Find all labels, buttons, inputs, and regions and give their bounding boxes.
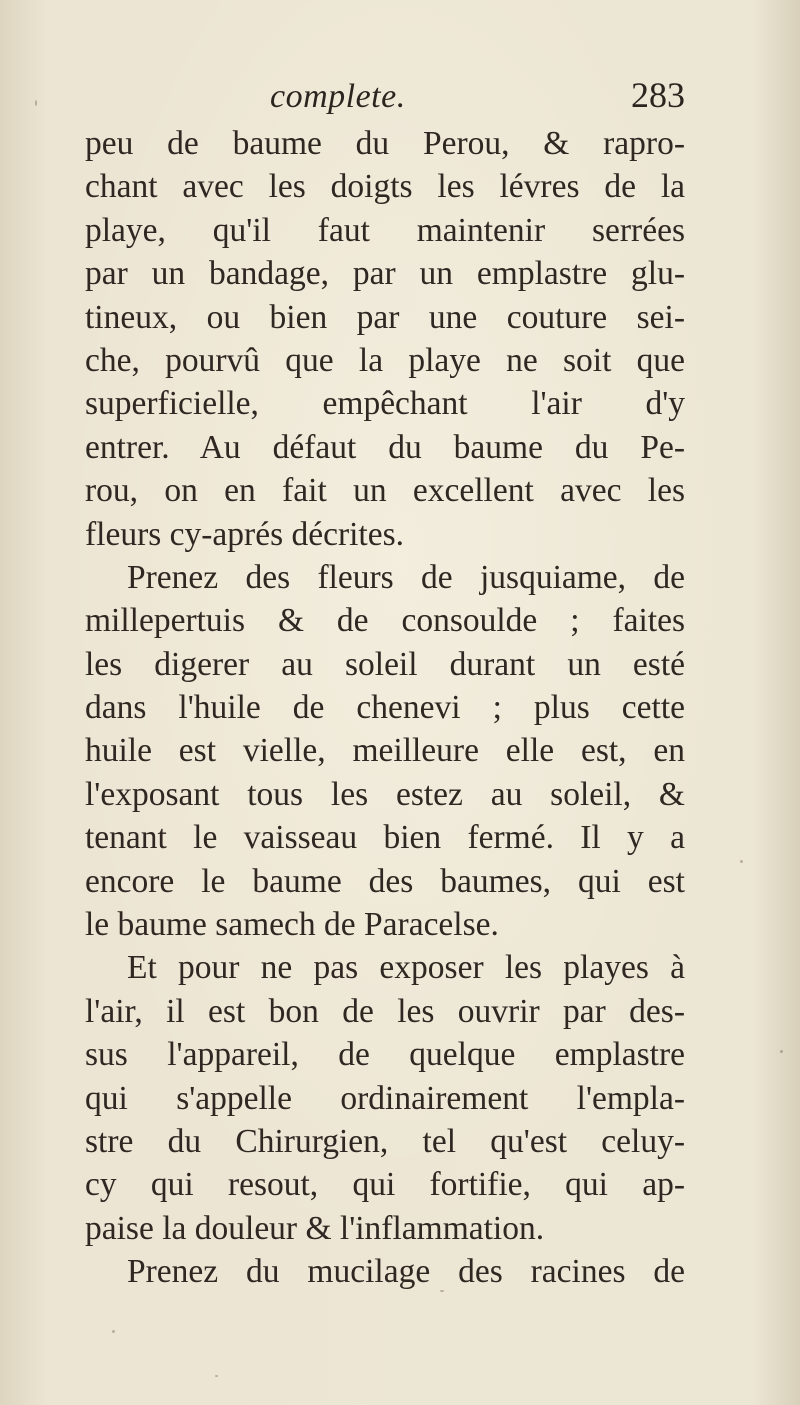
text-line: paise la douleur & l'inflammation.	[85, 1209, 545, 1247]
text-line: chant avec les doigts les lévres de la	[85, 168, 685, 206]
text-line: par un bandage, par un emplastre glu-	[85, 255, 685, 293]
paper-speck	[215, 1375, 218, 1377]
paper-speck	[740, 860, 743, 863]
text-line: peu de baume du Perou, & rapro-	[85, 125, 685, 162]
paper-speck	[35, 100, 37, 106]
text-line: Prenez des fleurs de jusquiame, de	[127, 558, 685, 596]
text-line: playe, qu'il faut maintenir serrées	[85, 211, 685, 249]
text-line: tenant le vaisseau bien fermé. Il y a	[85, 819, 685, 857]
text-line: rou, on en fait un excellent avec les	[85, 472, 685, 510]
text-line: Prenez du mucilage des racines de	[127, 1253, 685, 1291]
running-head: complete.	[270, 78, 406, 115]
text-line: l'exposant tous les estez au soleil, &	[85, 775, 685, 813]
text-line: les digerer au soleil durant un esté	[85, 645, 685, 683]
text-line: stre du Chirurgien, tel qu'est celuy-	[85, 1122, 685, 1160]
text-line: fleurs cy-aprés décrites.	[85, 515, 405, 553]
paper-speck	[112, 1330, 115, 1333]
text-line: encore le baume des baumes, qui est	[85, 862, 685, 900]
text-line: entrer. Au défaut du baume du Pe-	[85, 428, 685, 466]
page-number: 283	[631, 75, 685, 115]
text-line: dans l'huile de chenevi ; plus cette	[85, 689, 685, 727]
text-line: Et pour ne pas exposer les playes à	[127, 949, 685, 987]
text-line: le baume samech de Paracelse.	[85, 906, 499, 944]
body-text	[85, 122, 685, 1294]
text-line: qui s'appelle ordinairement l'empla-	[85, 1079, 685, 1117]
text-line: millepertuis & de consoulde ; faites	[85, 602, 685, 640]
paper-speck	[780, 1050, 783, 1053]
text-line: superficielle, empêchant l'air d'y	[85, 385, 685, 423]
text-line: cy qui resout, qui fortifie, qui ap-	[85, 1166, 685, 1204]
text-line: che, pourvû que la playe ne soit que	[85, 341, 685, 379]
text-line: huile est vielle, meilleure elle est, en	[85, 732, 685, 770]
text-line: l'air, il est bon de les ouvrir par des-	[85, 992, 685, 1030]
page-header	[85, 70, 685, 120]
text-line: tineux, ou bien par une couture sei-	[85, 298, 685, 336]
text-line: sus l'appareil, de quelque emplastre	[85, 1036, 685, 1074]
